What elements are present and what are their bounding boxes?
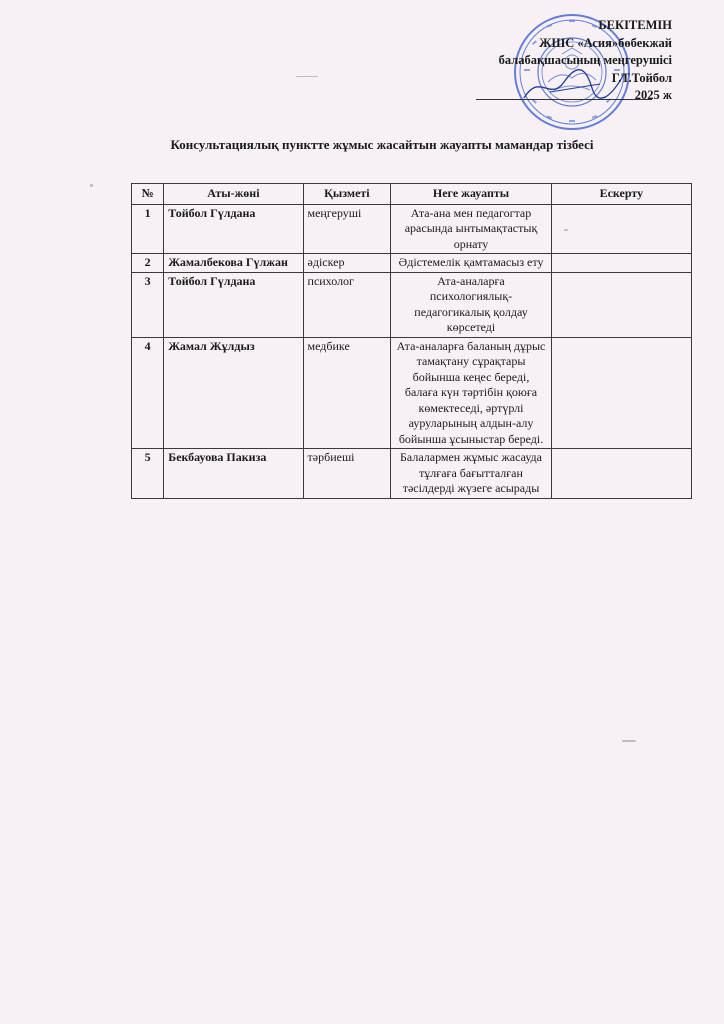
approval-signatory: Г.Т.Тойбол xyxy=(611,70,672,85)
row-number: 4 xyxy=(132,337,164,449)
row-name: Тойбол Гүлдана xyxy=(164,272,303,337)
scan-speck xyxy=(296,76,318,77)
row-responsibility: Ата-аналарға баланың дұрыс тамақтану сұрақтары бойынша кеңес береді, балаға күн тәртібін қоюға көмектеседі, әртүрлі ауруларының алдын-алу бойынша ұсыныстар береді. xyxy=(391,337,551,449)
row-position: меңгеруші xyxy=(303,204,391,254)
approval-position: балабақшасының меңгерушісі xyxy=(498,53,672,67)
row-number: 3 xyxy=(132,272,164,337)
row-responsibility: Әдістемелік қамтамасыз ету xyxy=(391,254,551,273)
document-title: Консультациялық пунктте жұмыс жасайтын жауапты мамандар тізбесі xyxy=(170,137,594,152)
row-number: 5 xyxy=(132,449,164,499)
table-row xyxy=(132,272,692,337)
row-name: Жамалбекова Гүлжан xyxy=(164,254,303,273)
scan-speck xyxy=(90,184,93,187)
table-header-row xyxy=(132,184,692,205)
table-row xyxy=(132,204,692,254)
row-position: психолог xyxy=(303,272,391,337)
row-responsibility: Балалармен жұмыс жасауда тұлғаға бағытталған тәсілдерді жүзеге асырады xyxy=(391,449,551,499)
approval-block xyxy=(499,17,672,105)
row-position: әдіскер xyxy=(303,254,391,273)
date-underline xyxy=(476,99,652,100)
row-name: Тойбол Гүлдана xyxy=(164,204,303,254)
table-row xyxy=(132,254,692,273)
row-note xyxy=(551,272,691,337)
header-responsibility: Неге жауапты xyxy=(391,184,551,205)
row-responsibility: Ата-ана мен педагогтар арасында ынтымақтастық орнату xyxy=(391,204,551,254)
approval-date: 2025 ж xyxy=(634,88,672,102)
approval-heading: БЕКІТЕМІН xyxy=(598,18,672,32)
header-number: № xyxy=(132,184,164,205)
row-number: 1 xyxy=(132,204,164,254)
row-position: тәрбиеші xyxy=(303,449,391,499)
row-responsibility: Ата-аналарға психологиялық-педагогикалық қолдау көрсетеді xyxy=(391,272,551,337)
table-row xyxy=(132,449,692,499)
header-position: Қызметі xyxy=(303,184,391,205)
approval-organization: ЖШС «Асия»бөбекжай xyxy=(539,35,672,50)
row-note xyxy=(551,204,691,254)
row-name: Жамал Жұлдыз xyxy=(164,337,303,449)
row-position: медбике xyxy=(303,337,391,449)
header-name: Аты-жөні xyxy=(164,184,303,205)
row-number: 2 xyxy=(132,254,164,273)
scan-speck xyxy=(564,229,568,231)
table-row xyxy=(132,337,692,449)
row-note xyxy=(551,449,691,499)
scan-speck xyxy=(622,740,636,742)
header-note: Ескерту xyxy=(551,184,691,205)
staff-table xyxy=(131,183,692,499)
row-note xyxy=(551,337,691,449)
row-name: Бекбауова Пакиза xyxy=(164,449,303,499)
row-note xyxy=(551,254,691,273)
